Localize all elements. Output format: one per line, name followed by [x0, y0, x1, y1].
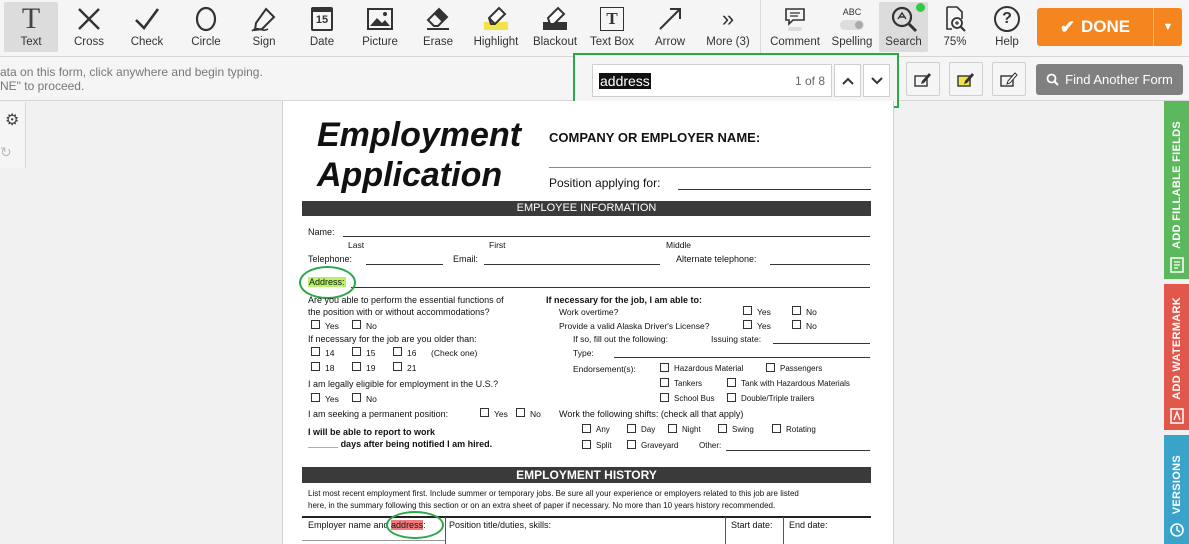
search-result-count: 1 of 8 [794, 74, 825, 88]
tankers-label: Tankers [674, 379, 703, 388]
endorsements-label: Endorsement(s): [573, 364, 636, 374]
hazmat-checkbox[interactable] [660, 363, 669, 372]
license-no-checkbox[interactable] [792, 320, 801, 329]
last-name-caption: Last [348, 240, 365, 250]
employer-name-field[interactable] [302, 540, 445, 541]
edit-field-icon [914, 71, 932, 87]
search-icon [890, 5, 918, 33]
highlight-icon [482, 6, 510, 32]
watermark-icon [1170, 408, 1184, 424]
arrow-icon [656, 5, 684, 33]
no-label: No [806, 321, 817, 331]
circle-tool[interactable]: Circle [181, 2, 231, 52]
check-icon: ✔ [1059, 16, 1075, 37]
caret-down-icon: ▼ [1162, 21, 1174, 33]
tankers-checkbox[interactable] [660, 378, 669, 387]
blackout-icon [541, 6, 569, 32]
shift-graveyard-checkbox[interactable] [627, 440, 636, 449]
search-panel [573, 53, 899, 108]
permanent-no-checkbox[interactable] [516, 408, 525, 417]
tank-hazmat-checkbox[interactable] [727, 378, 736, 387]
other-match-highlight: address [391, 520, 424, 530]
permanent-position-question: I am seeking a permanent position: [308, 409, 449, 419]
no-label: No [366, 394, 377, 404]
no-label: No [530, 409, 541, 419]
sign-fields-button[interactable] [992, 62, 1026, 96]
school-bus-checkbox[interactable] [660, 393, 669, 402]
other-match-annotation [386, 511, 444, 539]
history-col-divider [445, 517, 446, 544]
hint-text-line2: NE" to proceed. [0, 79, 85, 93]
employer-name-address-label: Employer name and address: [308, 520, 426, 530]
address-label-current-match: Address: [309, 277, 345, 287]
double-triple-label: Double/Triple trailers [741, 394, 815, 403]
telephone-field[interactable] [366, 264, 443, 265]
comment-icon [784, 6, 806, 32]
highlight-fields-button[interactable] [949, 62, 983, 96]
company-name-label: COMPANY OR EMPLOYER NAME: [549, 130, 761, 145]
yes-label: Yes [757, 307, 771, 317]
document-page [282, 101, 894, 544]
essential-functions-question-line2: the position with or without accommodations? [308, 307, 490, 317]
comment-tool[interactable]: Comment [766, 2, 824, 52]
textbox-icon: T [600, 7, 624, 31]
arrow-tool[interactable]: Arrow [645, 2, 695, 52]
cross-tool[interactable]: Cross [64, 2, 114, 52]
shift-night-checkbox[interactable] [668, 424, 677, 433]
sign-icon [250, 5, 278, 33]
fillable-fields-icon [1170, 257, 1184, 273]
shift-swing-checkbox[interactable] [718, 424, 727, 433]
check-one-note: (Check one) [431, 348, 478, 358]
telephone-label: Telephone: [308, 254, 353, 264]
overtime-no-checkbox[interactable] [792, 306, 801, 315]
essential-no-checkbox[interactable] [352, 320, 361, 329]
highlight-tool[interactable]: Highlight [469, 2, 523, 52]
versions-tab[interactable]: VERSIONS [1164, 435, 1189, 544]
name-field[interactable] [343, 236, 870, 237]
main-toolbar [0, 0, 1189, 57]
email-field[interactable] [484, 264, 660, 265]
license-type-label: Type: [573, 348, 594, 358]
shift-split-checkbox[interactable] [582, 440, 591, 449]
refresh-icon[interactable]: ↻ [0, 144, 12, 160]
position-label: Position applying for: [549, 176, 661, 190]
first-name-caption: First [489, 240, 506, 250]
issuing-state-field[interactable] [773, 343, 870, 344]
license-yes-checkbox[interactable] [743, 320, 752, 329]
report-to-work-line1: I will be able to report to work [308, 427, 436, 437]
no-label: No [806, 307, 817, 317]
if-so-label: If so, fill out the following: [573, 334, 668, 344]
search-active-indicator [916, 3, 925, 12]
previous-result-button[interactable] [834, 64, 861, 97]
permanent-yes-checkbox[interactable] [480, 408, 489, 417]
chevron-down-icon [871, 77, 883, 85]
shift-swing-label: Swing [732, 425, 754, 434]
picture-tool[interactable]: Picture [355, 2, 405, 52]
yes-label: Yes [325, 321, 339, 331]
age-18-label: 18 [325, 363, 335, 373]
age-21-label: 21 [407, 363, 417, 373]
shift-night-label: Night [682, 425, 701, 434]
history-col-divider [725, 517, 726, 544]
school-bus-label: School Bus [674, 394, 715, 403]
settings-gear-icon[interactable]: ⚙ [5, 112, 20, 129]
history-col-divider [783, 517, 784, 544]
check-icon [133, 6, 161, 32]
done-options-dropdown[interactable] [1154, 21, 1182, 33]
next-result-button[interactable] [863, 64, 890, 97]
essential-yes-checkbox[interactable] [311, 320, 320, 329]
doc-title-line1: Employment [317, 116, 522, 154]
eligible-no-checkbox[interactable] [352, 393, 361, 402]
search-input[interactable] [592, 64, 832, 97]
issuing-state-label: Issuing state: [711, 334, 762, 344]
age-19-label: 19 [366, 363, 376, 373]
search-term: address [600, 73, 650, 89]
name-label: Name: [308, 227, 335, 237]
done-button[interactable]: ✔ DONE ▼ [1037, 8, 1182, 46]
shift-rotating-label: Rotating [786, 425, 816, 434]
age-21-checkbox[interactable] [393, 362, 402, 371]
date-tool[interactable]: 15 Date [297, 2, 347, 52]
eligible-question: I am legally eligible for employment in the U.S.? [308, 379, 499, 389]
shift-other-field[interactable] [726, 450, 870, 451]
work-overtime-question: Work overtime? [559, 307, 619, 317]
age-18-checkbox[interactable] [311, 362, 320, 371]
shift-other-label: Other: [699, 441, 722, 450]
age-15-checkbox[interactable] [352, 347, 361, 356]
spelling-icon: ABC [842, 7, 862, 17]
shift-graveyard-label: Graveyard [641, 441, 679, 450]
section-employment-history: EMPLOYMENT HISTORY [302, 467, 871, 483]
age-19-checkbox[interactable] [352, 362, 361, 371]
circle-icon [194, 6, 218, 32]
help-tool[interactable]: ? Help [985, 2, 1029, 52]
history-table-top-border [302, 516, 871, 518]
search-icon [1046, 73, 1059, 86]
erase-tool[interactable]: Erase [413, 2, 463, 52]
company-name-field[interactable] [549, 167, 871, 168]
blackout-tool[interactable]: Blackout [529, 2, 581, 52]
add-watermark-tab[interactable]: ADD WATERMARK [1164, 284, 1189, 430]
older-than-question: If necessary for the job are you older than: [308, 334, 477, 344]
shift-any-label: Any [596, 425, 610, 434]
shift-day-label: Day [641, 425, 656, 434]
chevron-up-icon [842, 77, 854, 85]
highlight-field-icon [957, 71, 975, 87]
overtime-yes-checkbox[interactable] [743, 306, 752, 315]
hazmat-label: Hazardous Material [674, 364, 744, 373]
report-to-work-line2: ______ days after being notified I am hired. [308, 439, 493, 449]
toolbar-divider [760, 0, 761, 57]
spelling-toggle [840, 20, 864, 30]
check-tool[interactable]: Check [122, 2, 172, 52]
shift-day-checkbox[interactable] [627, 424, 636, 433]
no-label: No [366, 321, 377, 331]
yes-label: Yes [494, 409, 508, 419]
find-another-form-button[interactable]: Find Another Form [1036, 64, 1183, 95]
middle-name-caption: Middle [666, 240, 692, 250]
alternate-telephone-label: Alternate telephone: [676, 254, 757, 264]
shift-split-label: Split [596, 441, 612, 450]
report-days-blank[interactable]: ______ [308, 439, 339, 449]
end-date-label: End date: [789, 520, 828, 530]
license-type-field[interactable] [614, 357, 870, 358]
shift-rotating-checkbox[interactable] [772, 424, 781, 433]
text-tool[interactable]: T Text [4, 2, 58, 52]
alternate-telephone-field[interactable] [770, 264, 870, 265]
help-icon: ? [994, 6, 1020, 32]
email-label: Email: [453, 254, 479, 264]
age-15-label: 15 [366, 348, 376, 358]
more-tools-button[interactable]: » More (3) [706, 5, 750, 48]
necessary-for-job-heading: If necessary for the job, I am able to: [546, 295, 703, 305]
chevron-double-right-icon: » [721, 5, 735, 31]
hint-text-line1: ata on this form, click anywhere and begin typing. [0, 65, 263, 79]
left-rail [0, 102, 26, 168]
position-duties-label: Position title/duties, skills: [449, 520, 552, 530]
sign-field-icon [1000, 71, 1018, 87]
age-16-label: 16 [407, 348, 417, 358]
start-date-label: Start date: [731, 520, 773, 530]
age-16-checkbox[interactable] [393, 347, 402, 356]
calendar-icon: 15 [311, 7, 333, 31]
text-icon: T [21, 1, 41, 35]
yes-label: Yes [757, 321, 771, 331]
age-14-checkbox[interactable] [311, 347, 320, 356]
license-question: Provide a valid Alaska Driver's License? [559, 321, 710, 331]
double-triple-checkbox[interactable] [727, 393, 736, 402]
eligible-yes-checkbox[interactable] [311, 393, 320, 402]
address-field[interactable] [351, 287, 870, 288]
yes-label: Yes [325, 394, 339, 404]
doc-title-line2: Application [317, 156, 503, 194]
history-note-line1: List most recent employment first. Include summer or temporary jobs. Be sure all your experience or employers related to this job are listed [308, 489, 799, 498]
zoom-icon [942, 5, 968, 33]
shifts-question: Work the following shifts: (check all that apply) [559, 409, 744, 419]
add-fillable-fields-tab[interactable]: ADD FILLABLE FIELDS [1164, 101, 1189, 279]
picture-icon [367, 8, 393, 30]
history-icon [1169, 522, 1185, 538]
textbox-tool[interactable]: T Text Box [589, 8, 635, 48]
zoom-tool[interactable]: 75% [933, 2, 977, 52]
shift-any-checkbox[interactable] [582, 424, 591, 433]
section-employee-information: EMPLOYEE INFORMATION [302, 201, 871, 216]
eraser-icon [424, 6, 452, 32]
search-tool[interactable]: Search [879, 2, 928, 52]
spelling-tool[interactable]: ABC Spelling [831, 7, 873, 48]
history-note-line2: here, in the summary following this section or on an extra sheet of paper if necessary. No more than 10 years history recommended. [308, 501, 776, 510]
passengers-label: Passengers [780, 364, 823, 373]
passengers-checkbox[interactable] [766, 363, 775, 372]
edit-fields-button[interactable] [906, 62, 940, 96]
age-14-label: 14 [325, 348, 335, 358]
tank-hazmat-label: Tank with Hazardous Materials [741, 379, 850, 388]
sign-tool[interactable]: Sign [239, 2, 289, 52]
position-field[interactable] [678, 189, 871, 190]
cross-icon [76, 6, 102, 32]
essential-functions-question-line1: Are you able to perform the essential functions of [308, 295, 504, 305]
